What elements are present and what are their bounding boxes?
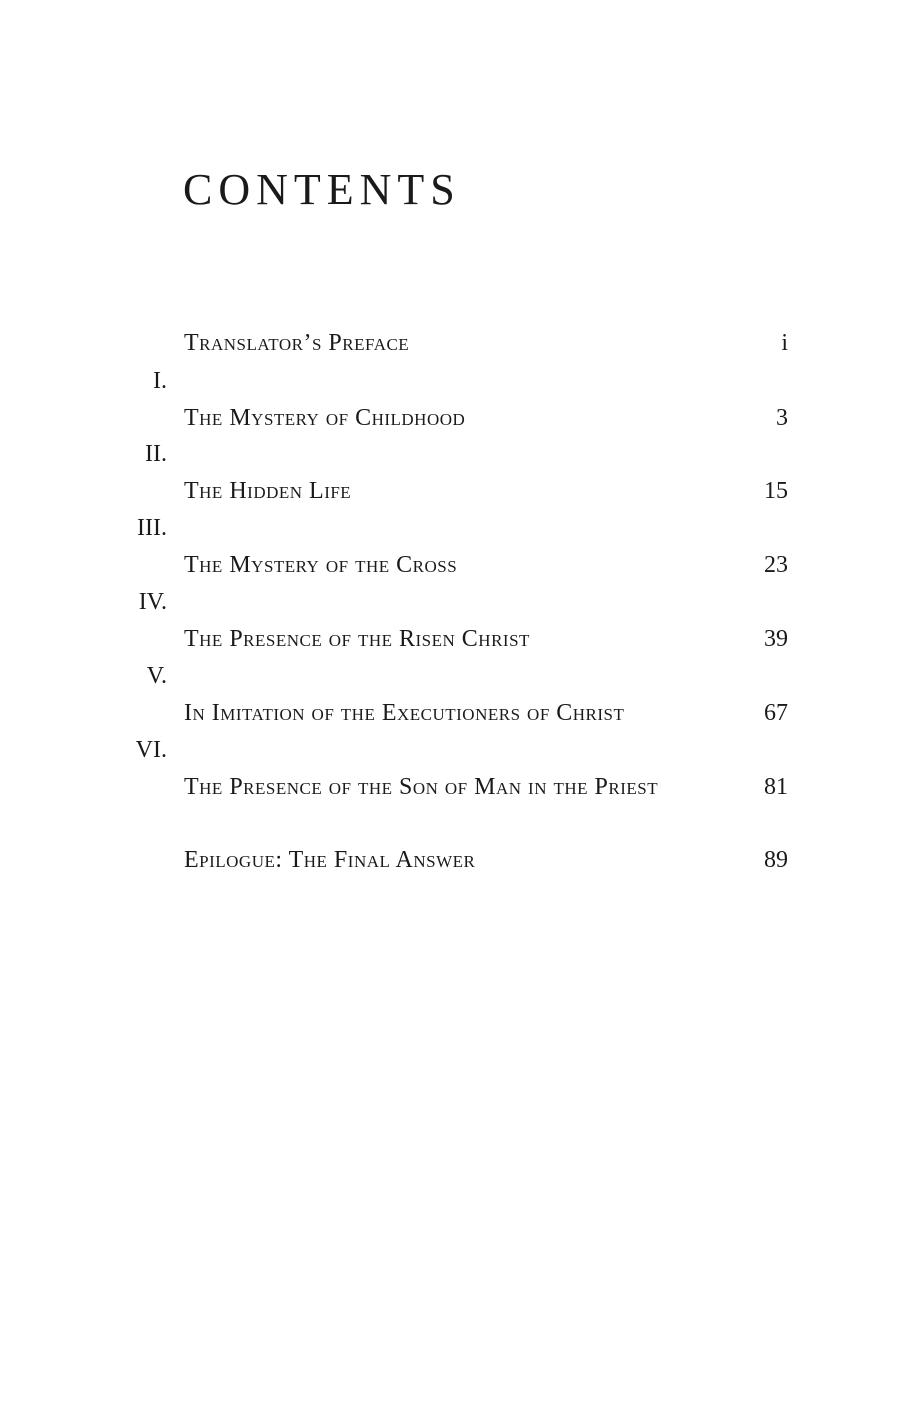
chapter-numeral: III.	[137, 515, 167, 541]
toc-entry-page: i	[781, 330, 788, 356]
page-title: CONTENTS	[183, 165, 461, 214]
toc-entry-page: 23	[764, 552, 788, 578]
toc-entry-title[interactable]: The Presence of the Son of Man in the Priest	[184, 774, 659, 800]
toc-entry-title[interactable]: The Mystery of the Cross	[184, 552, 458, 578]
toc-entry-page: 67	[764, 700, 788, 726]
chapter-numeral: VI.	[135, 737, 167, 763]
toc-entry-page: 39	[764, 626, 788, 652]
toc-entry-page: 3	[776, 405, 788, 431]
toc-entry-title[interactable]: The Hidden Life	[184, 478, 352, 504]
toc-entry-page: 89	[764, 847, 788, 873]
chapter-numeral: V.	[146, 663, 167, 689]
toc-entry-title[interactable]: Translator’s Preface	[184, 330, 410, 356]
toc-entry-title[interactable]: The Mystery of Childhood	[184, 405, 466, 431]
toc-entry-title[interactable]: Epilogue: The Final Answer	[184, 847, 476, 873]
toc-entry-title[interactable]: The Presence of the Risen Christ	[184, 626, 530, 652]
chapter-numeral: IV.	[138, 589, 167, 615]
chapter-numeral: II.	[145, 441, 167, 467]
toc-entry-page: 81	[764, 774, 788, 800]
chapter-numeral: I.	[153, 368, 167, 394]
toc-entry-title[interactable]: In Imitation of the Executioners of Christ	[184, 700, 625, 726]
toc-entry-page: 15	[764, 478, 788, 504]
